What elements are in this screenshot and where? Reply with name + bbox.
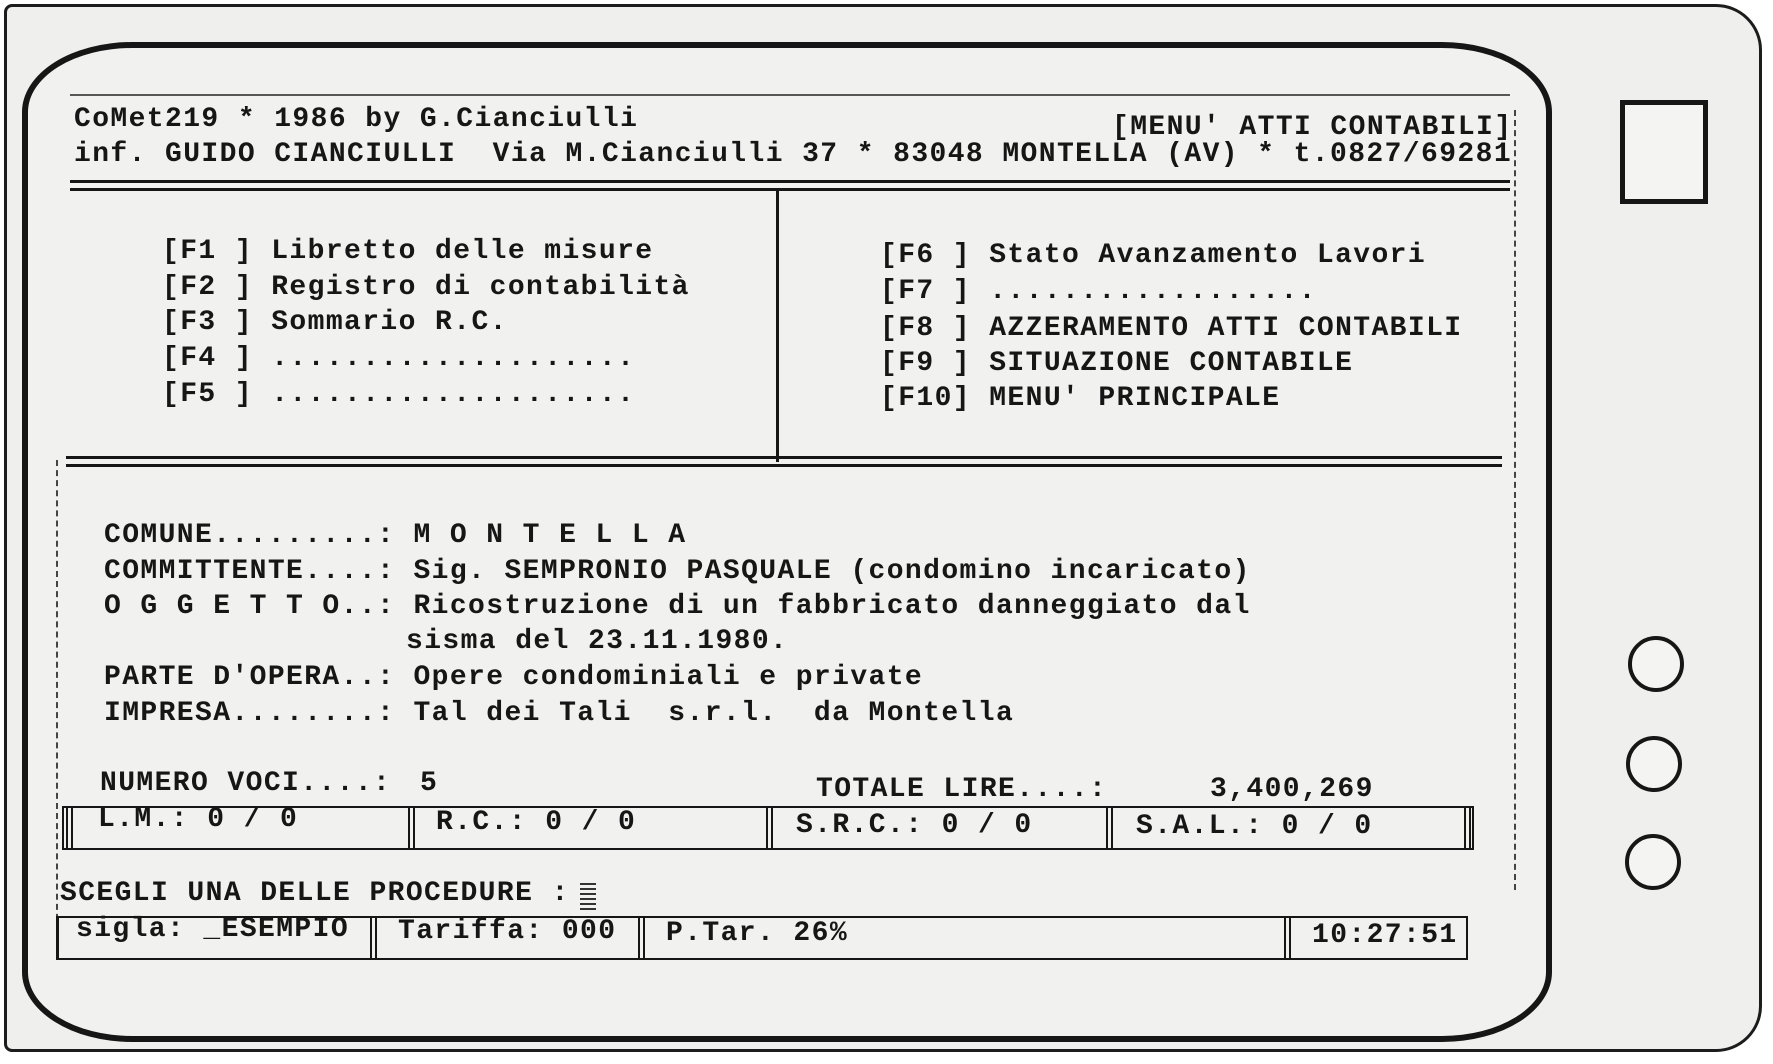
menu-item-f7[interactable]	[880, 276, 1317, 308]
counter-lm: L.M.: 0 / 0	[98, 804, 299, 835]
detail-parte-opera	[104, 662, 923, 694]
counters-sep-1	[408, 806, 415, 850]
menu-item-f10[interactable]	[880, 383, 1280, 415]
header-divider-2	[70, 188, 1510, 191]
counters-sep-4	[1464, 806, 1471, 850]
menu-key-f10: [F10]	[880, 383, 972, 414]
menu-item-f5[interactable]	[162, 379, 635, 411]
menu-label-f3: Sommario R.C.	[271, 307, 508, 338]
menu-title: [MENU' ATTI CONTABILI]	[1112, 112, 1513, 143]
menu-label-f1: Libretto delle misure	[271, 236, 654, 267]
detail-oggetto	[104, 591, 1251, 623]
detail-parte-opera-label: PARTE D'OPERA..:	[104, 662, 396, 693]
menu-divider-1	[66, 456, 1502, 459]
numero-voci-value: 5	[420, 768, 439, 799]
procedure-prompt: SCEGLI UNA DELLE PROCEDURE :	[60, 878, 570, 909]
input-cursor[interactable]	[580, 880, 596, 910]
status-sigla: sigla: _ESEMPIO	[76, 914, 350, 945]
numero-voci-label: NUMERO VOCI....:	[100, 768, 392, 799]
menu-key-f4: [F4 ]	[162, 343, 254, 374]
menu-key-f2: [F2 ]	[162, 272, 254, 303]
detail-comune	[104, 520, 687, 552]
counters-sep-0	[66, 806, 73, 850]
detail-oggetto-label: O G G E T T O..:	[104, 591, 396, 622]
author-info: inf. GUIDO CIANCIULLI Via M.Cianciulli 37 * 83048 MONTELLA (AV) * t.0827/69281	[74, 139, 1513, 170]
right-dash	[1514, 110, 1516, 890]
left-dash	[56, 460, 58, 930]
status-sep-2	[638, 916, 645, 960]
side-square-panel	[1620, 100, 1708, 204]
detail-oggetto-value: Ricostruzione di un fabbricato danneggiato dal	[413, 591, 1251, 622]
status-sep-3	[1284, 916, 1291, 960]
menu-item-f6[interactable]	[880, 240, 1426, 272]
menu-item-f4[interactable]	[162, 343, 635, 375]
menu-key-f9: [F9 ]	[880, 348, 972, 379]
menu-item-f8[interactable]	[880, 313, 1463, 345]
detail-impresa-value: Tal dei Tali s.r.l. da Montella	[413, 698, 1015, 729]
menu-item-f9[interactable]	[880, 348, 1353, 380]
side-knob-1	[1628, 636, 1684, 692]
status-clock: 10:27:51	[1312, 920, 1458, 951]
counter-rc: R.C.: 0 / 0	[436, 807, 637, 838]
menu-item-f2[interactable]	[162, 272, 690, 304]
menu-key-f3: [F3 ]	[162, 307, 254, 338]
menu-label-f7: ..................	[989, 276, 1317, 307]
side-knob-3	[1625, 834, 1681, 890]
status-ptar: P.Tar. 26%	[666, 918, 849, 949]
menu-item-f3[interactable]	[162, 307, 508, 339]
menu-label-f10: MENU' PRINCIPALE	[989, 383, 1281, 414]
totale-lire-label: TOTALE LIRE....:	[816, 774, 1108, 805]
menu-key-f8: [F8 ]	[880, 313, 972, 344]
detail-committente	[104, 556, 1251, 588]
menu-key-f5: [F5 ]	[162, 379, 254, 410]
counter-sal: S.A.L.: 0 / 0	[1136, 811, 1373, 842]
counters-sep-2	[766, 806, 773, 850]
detail-parte-opera-value: Opere condominiali e private	[413, 662, 924, 693]
menu-label-f8: AZZERAMENTO ATTI CONTABILI	[989, 313, 1463, 344]
detail-comune-value: M O N T E L L A	[413, 520, 687, 551]
detail-committente-label: COMMITTENTE....:	[104, 556, 396, 587]
menu-key-f1: [F1 ]	[162, 236, 254, 267]
menu-key-f7: [F7 ]	[880, 276, 972, 307]
status-sep-1	[370, 916, 377, 960]
side-knob-2	[1626, 736, 1682, 792]
detail-impresa-label: IMPRESA........:	[104, 698, 396, 729]
menu-label-f9: SITUAZIONE CONTABILE	[989, 348, 1354, 379]
menu-label-f4: ....................	[271, 343, 636, 374]
detail-oggetto-cont	[406, 626, 788, 658]
counters-sep-3	[1106, 806, 1113, 850]
header-divider-1	[70, 180, 1510, 183]
detail-impresa	[104, 698, 1014, 730]
detail-oggetto-cont-value: sisma del 23.11.1980.	[406, 626, 789, 657]
detail-comune-label: COMUNE.........:	[104, 520, 396, 551]
menu-label-f5: ....................	[271, 379, 636, 410]
status-tariffa: Tariffa: 000	[398, 916, 617, 947]
totale-lire-value: 3,400,269	[1210, 774, 1374, 805]
status-sep-0	[56, 916, 59, 960]
menu-item-f1[interactable]	[162, 236, 653, 268]
detail-committente-value: Sig. SEMPRONIO PASQUALE (condomino incaricato)	[413, 556, 1251, 587]
menu-label-f2: Registro di contabilità	[271, 272, 690, 303]
menu-key-f6: [F6 ]	[880, 240, 972, 271]
app-title: CoMet219 * 1986 by G.Cianciulli	[74, 104, 639, 135]
menu-label-f6: Stato Avanzamento Lavori	[989, 240, 1427, 271]
header-top-rule	[70, 94, 1510, 96]
menu-center-divider	[776, 190, 779, 462]
menu-divider-2	[66, 464, 1502, 467]
counter-src: S.R.C.: 0 / 0	[796, 810, 1033, 841]
